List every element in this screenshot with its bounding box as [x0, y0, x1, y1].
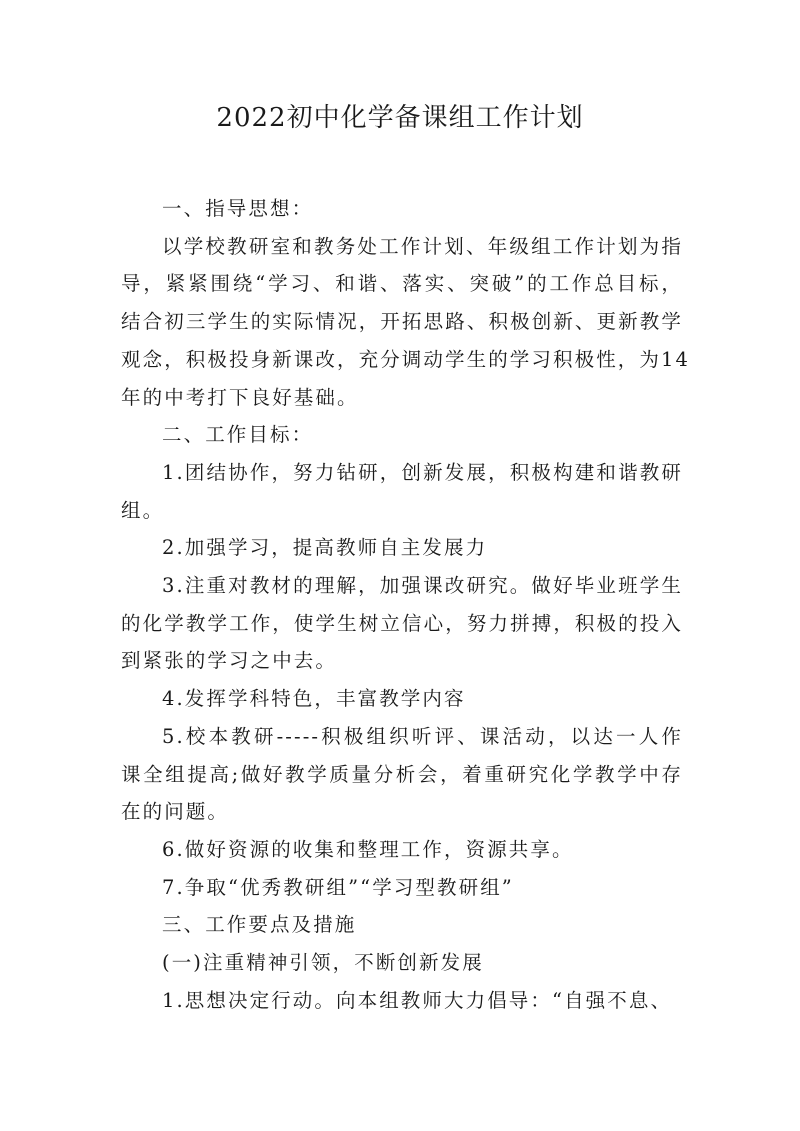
text-line: (一)注重精神引领，不断创新发展 — [162, 951, 484, 975]
text-line: 课全组提高;做好教学质量分析会，着重研究化学教学中存 — [121, 762, 683, 786]
text-line: 到紧张的学习之中去。 — [121, 649, 338, 673]
paragraph-measures-sub-1 — [121, 944, 683, 982]
paragraph-goal-5 — [121, 718, 683, 831]
text-line: 二、工作目标： — [162, 423, 314, 447]
paragraph-goal-1 — [121, 454, 683, 529]
paragraph-goal-3 — [121, 567, 683, 680]
text-line: 1.思想决定行动。向本组教师大力倡导：“自强不息、 — [162, 988, 673, 1012]
paragraph-goal-2 — [121, 529, 683, 567]
text-line: 6.做好资源的收集和整理工作，资源共享。 — [162, 837, 574, 861]
text-line: 4.发挥学科特色，丰富教学内容 — [162, 687, 466, 711]
text-line: 以学校教研室和教务处工作计划、年级组工作计划为指 — [162, 234, 683, 258]
paragraph-goal-4 — [121, 680, 683, 718]
text-line: 三、工作要点及措施 — [162, 913, 357, 937]
text-line: 导，紧紧围绕“学习、和谐、落实、突破”的工作总目标， — [121, 272, 683, 296]
text-line: 年的中考打下良好基础。 — [121, 385, 359, 409]
document-title: 2022初中化学备课组工作计划 — [216, 103, 584, 133]
text-line: 7.争取“优秀教研组”“学习型教研组” — [162, 875, 514, 899]
paragraph-goal-6 — [121, 831, 683, 869]
document-body — [121, 190, 691, 1019]
text-line: 1.团结协作，努力钻研，创新发展，积极构建和谐教研 — [162, 460, 683, 484]
paragraph-guiding-heading — [121, 190, 683, 228]
text-line: 的化学教学工作，使学生树立信心，努力拼搏，积极的投入 — [121, 611, 683, 635]
text-line: 组。 — [121, 498, 165, 522]
text-line: 一、指导思想： — [162, 197, 314, 220]
text-line: 在的问题。 — [121, 800, 230, 824]
paragraph-guiding-content — [121, 228, 691, 417]
text-line: 3.注重对教材的理解，加强课改研究。做好毕业班学生 — [162, 574, 683, 598]
text-line: 观念，积极投身新课改，充分调动学生的学习积极性，为14 — [121, 347, 691, 371]
paragraph-measures-heading — [121, 906, 683, 944]
text-line: 5.校本教研-----积极组织听评、课活动，以达一人作 — [162, 724, 683, 748]
paragraph-goals-heading — [121, 416, 683, 454]
paragraph-goal-7 — [121, 869, 683, 907]
paragraph-measure-1 — [121, 982, 683, 1020]
text-line: 结合初三学生的实际情况，开拓思路、积极创新、更新教学 — [121, 310, 683, 334]
text-line: 2.加强学习，提高教师自主发展力 — [162, 536, 488, 560]
